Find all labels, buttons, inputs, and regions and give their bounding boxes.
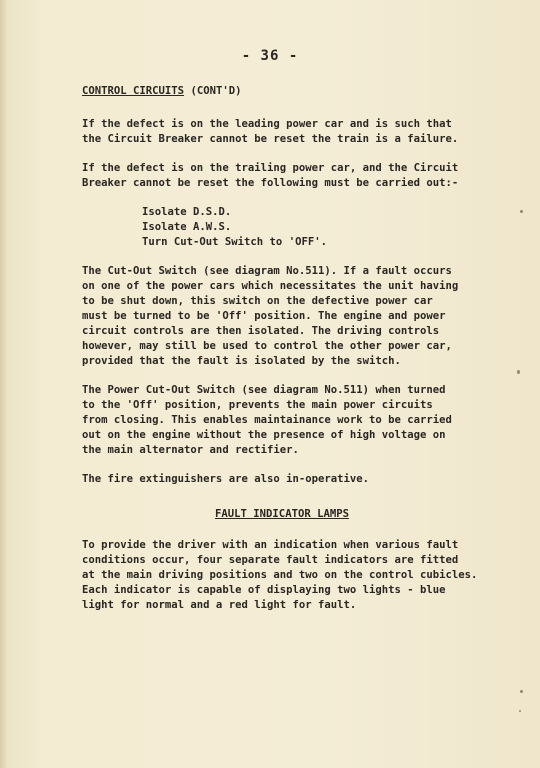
section-title-main: CONTROL CIRCUITS <box>82 85 185 97</box>
paper-speck <box>520 210 523 213</box>
paragraph: The Power Cut-Out Switch (see diagram No.511) when turned to the 'Off' position, prevents the main power circuits from closing. This enables maintainance work to be carried out on the engine without the presence of high voltage on the main alternator and rectifier. <box>82 384 452 456</box>
paragraph: To provide the driver with an indication when various fault conditions occur, four separate fault indicators are fitted at the main driving positions and two on the control cubicles. Each indicator is capable of displaying two lights - blue light for normal and a red light for fault. <box>82 539 478 611</box>
fault-indicator-heading: FAULT INDICATOR LAMPS <box>215 508 349 520</box>
paper-speck <box>519 710 521 712</box>
page-edge-shadow <box>0 0 8 768</box>
paragraph: The Cut-Out Switch (see diagram No.511). If a fault occurs on one of the power cars which necessitates the unit having to be shut down, this switch on the defective power car must be turned to be 'Off' position. The engine and power circuit controls are then isolated. The driving controls however, may still be used to control the other power car, provided that the fault is isolated by the switch. <box>82 265 459 367</box>
document-body <box>82 84 482 627</box>
paragraph: The fire extinguishers are also in-operative. <box>82 473 370 485</box>
paper-speck <box>520 690 523 693</box>
section-title-suffix: (CONT'D) <box>190 85 242 97</box>
section-title <box>82 84 482 99</box>
page-number: - 36 - <box>241 48 299 64</box>
paragraph: If the defect is on the trailing power car, and the Circuit Breaker cannot be reset the following must be carried out:- <box>82 162 459 189</box>
paragraph: If the defect is on the leading power car and is such that the Circuit Breaker cannot be reset the train is a failure. <box>82 118 459 145</box>
isolation-steps: Isolate D.S.D. Isolate A.W.S. Turn Cut-Out Switch to 'OFF'. <box>142 206 327 248</box>
paper-speck <box>517 370 520 374</box>
